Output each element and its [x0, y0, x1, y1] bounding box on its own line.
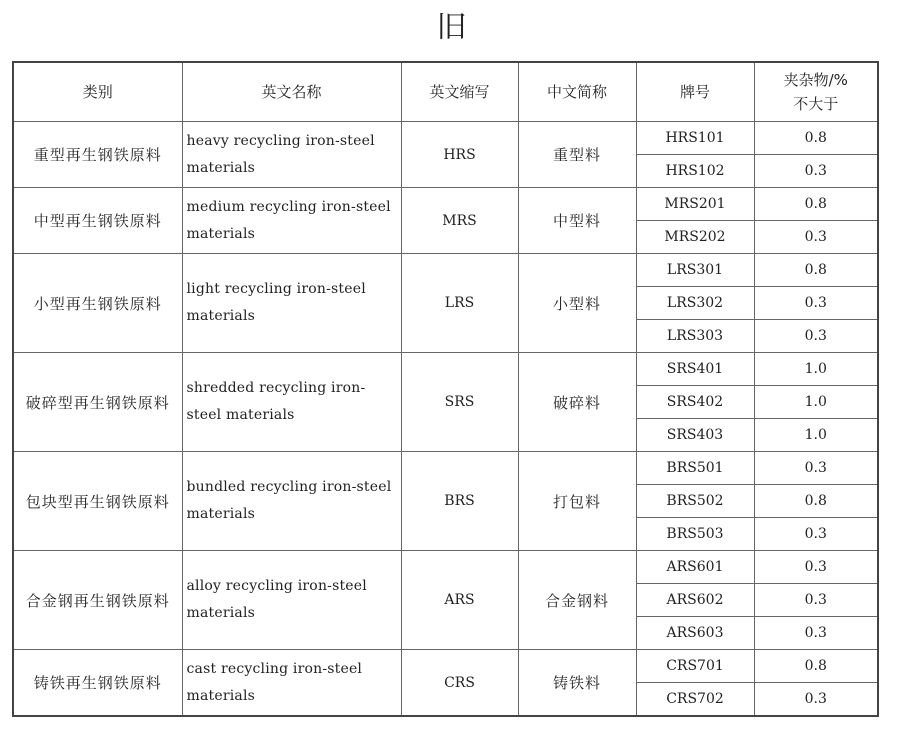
grade-cell: MRS201 [636, 188, 754, 221]
category-cell: 重型再生钢铁原料 [13, 122, 182, 188]
header-grade: 牌号 [636, 62, 754, 122]
chinese-short-cell: 合金钢料 [518, 551, 636, 650]
chinese-short-cell: 打包料 [518, 452, 636, 551]
grade-cell: LRS302 [636, 287, 754, 320]
impurity-cell: 0.3 [754, 617, 878, 650]
impurity-cell: 0.8 [754, 188, 878, 221]
chinese-short-cell: 中型料 [518, 188, 636, 254]
grade-cell: CRS701 [636, 650, 754, 683]
category-cell: 小型再生钢铁原料 [13, 254, 182, 353]
category-cell: 破碎型再生钢铁原料 [13, 353, 182, 452]
category-cell: 合金钢再生钢铁原料 [13, 551, 182, 650]
page-title: 旧 [436, 10, 468, 45]
abbreviation-cell: CRS [401, 650, 518, 717]
grade-cell: CRS702 [636, 683, 754, 717]
impurity-cell: 1.0 [754, 353, 878, 386]
abbreviation-cell: HRS [401, 122, 518, 188]
classification-table [12, 61, 879, 717]
header-impurity [754, 62, 878, 122]
grade-cell: LRS303 [636, 320, 754, 353]
abbreviation-cell: SRS [401, 353, 518, 452]
header-row [13, 62, 878, 122]
header-english-name: 英文名称 [182, 62, 401, 122]
impurity-cell: 0.8 [754, 122, 878, 155]
impurity-cell: 0.8 [754, 485, 878, 518]
english-name-cell: heavy recycling iron-steel materials [182, 122, 401, 188]
header-impurity-line2: 不大于 [793, 95, 839, 113]
impurity-cell: 1.0 [754, 419, 878, 452]
grade-cell: HRS101 [636, 122, 754, 155]
impurity-cell: 0.3 [754, 551, 878, 584]
abbreviation-cell: MRS [401, 188, 518, 254]
abbreviation-cell: ARS [401, 551, 518, 650]
grade-cell: SRS403 [636, 419, 754, 452]
grade-cell: BRS501 [636, 452, 754, 485]
category-cell: 包块型再生钢铁原料 [13, 452, 182, 551]
grade-cell: LRS301 [636, 254, 754, 287]
header-chinese-short: 中文简称 [518, 62, 636, 122]
grade-cell: ARS601 [636, 551, 754, 584]
table-row [13, 122, 878, 155]
impurity-cell: 0.3 [754, 155, 878, 188]
impurity-cell: 0.3 [754, 584, 878, 617]
abbreviation-cell: LRS [401, 254, 518, 353]
impurity-cell: 0.3 [754, 221, 878, 254]
table-body [13, 122, 878, 717]
impurity-cell: 0.3 [754, 452, 878, 485]
impurity-cell: 0.3 [754, 518, 878, 551]
table-row [13, 650, 878, 683]
chinese-short-cell: 重型料 [518, 122, 636, 188]
header-abbreviation: 英文缩写 [401, 62, 518, 122]
table-row [13, 353, 878, 386]
grade-cell: HRS102 [636, 155, 754, 188]
english-name-cell: bundled recycling iron-steel materials [182, 452, 401, 551]
category-cell: 中型再生钢铁原料 [13, 188, 182, 254]
impurity-cell: 0.3 [754, 287, 878, 320]
impurity-cell: 0.8 [754, 650, 878, 683]
english-name-cell: shredded recycling iron-steel materials [182, 353, 401, 452]
grade-cell: SRS401 [636, 353, 754, 386]
table-row [13, 254, 878, 287]
table-row [13, 452, 878, 485]
grade-cell: MRS202 [636, 221, 754, 254]
impurity-cell: 1.0 [754, 386, 878, 419]
table-row [13, 188, 878, 221]
grade-cell: ARS603 [636, 617, 754, 650]
grade-cell: BRS502 [636, 485, 754, 518]
chinese-short-cell: 小型料 [518, 254, 636, 353]
header-category: 类别 [13, 62, 182, 122]
table-row [13, 551, 878, 584]
english-name-cell: cast recycling iron-steel materials [182, 650, 401, 717]
grade-cell: SRS402 [636, 386, 754, 419]
impurity-cell: 0.3 [754, 320, 878, 353]
english-name-cell: alloy recycling iron-steel materials [182, 551, 401, 650]
chinese-short-cell: 铸铁料 [518, 650, 636, 717]
header-impurity-line1: 夹杂物/% [783, 71, 848, 89]
category-cell: 铸铁再生钢铁原料 [13, 650, 182, 717]
abbreviation-cell: BRS [401, 452, 518, 551]
impurity-cell: 0.8 [754, 254, 878, 287]
english-name-cell: medium recycling iron-steel materials [182, 188, 401, 254]
impurity-cell: 0.3 [754, 683, 878, 717]
chinese-short-cell: 破碎料 [518, 353, 636, 452]
english-name-cell: light recycling iron-steel materials [182, 254, 401, 353]
grade-cell: ARS602 [636, 584, 754, 617]
grade-cell: BRS503 [636, 518, 754, 551]
